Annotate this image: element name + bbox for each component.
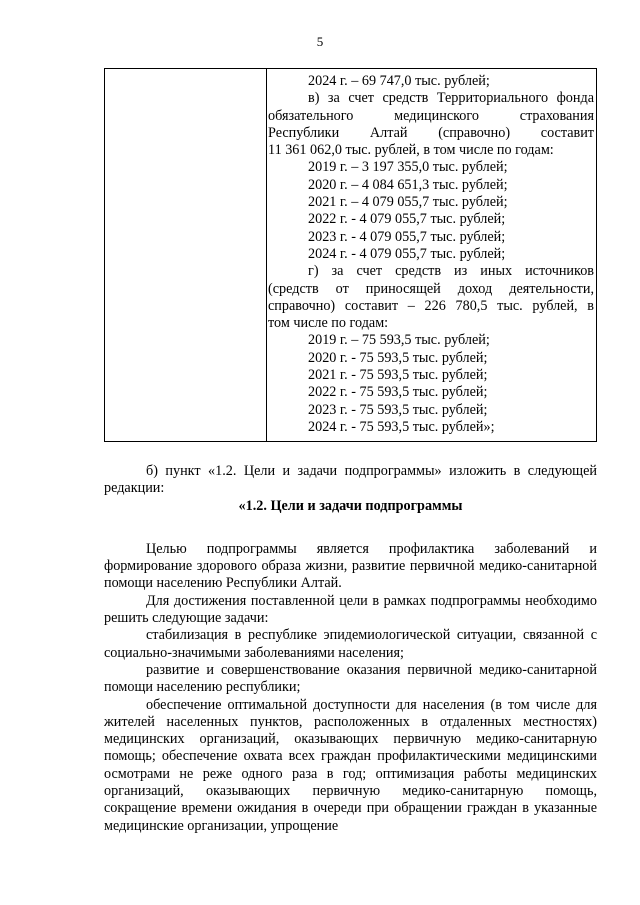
paragraph-goal: Целью подпрограммы является профилактика заболеваний и формирование здорового образа жизни, развитие первичной медико-санитарной помощи населению Республики Алтай. [104, 540, 597, 592]
funding-table [104, 68, 597, 442]
paragraph-task-stabilization: стабилизация в республике эпидемиологической ситуации, связанной с социально-значимыми заболеваниями населения; [104, 627, 597, 661]
intro-line: б) пункт «1.2. Цели и задачи подпрограммы» изложить в следующей [146, 463, 597, 479]
paragraph-task-accessibility: обеспечение оптимальной доступности для населения (в том числе для жителей населенных пунктов, расположенных в отдаленных местностях) медицинских организаций, оказывающих первичную медико-санитарную помощь; обеспечение охвата всех граждан профилактическими медицинскими осмотрами не реже одного раза в год; оптимизация работы медицинских организаций, оказывающих первичную медико-санитарную помощь, сокращение времени ожидания в очереди при обращении граждан в указанные медицинские организации, упрощение [104, 696, 597, 834]
table-line: 2020 г. - 75 593,5 тыс. рублей; [308, 349, 488, 366]
table-line: 2022 г. - 75 593,5 тыс. рублей; [308, 384, 488, 401]
table-line: 2023 г. - 75 593,5 тыс. рублей; [308, 401, 488, 418]
table-line: справочно) составит – 226 780,5 тыс. рублей, в [268, 297, 594, 314]
table-line: в) за счет средств Территориального фонда [308, 90, 594, 107]
table-line: том числе по годам: [268, 315, 389, 332]
table-line: обязательного медицинского страхования [268, 107, 594, 124]
table-line: 2023 г. - 4 079 055,7 тыс. рублей; [308, 228, 506, 245]
table-line: 2024 г. – 69 747,0 тыс. рублей; [308, 73, 490, 89]
table-line: 2021 г. - 75 593,5 тыс. рублей; [308, 367, 488, 384]
table-line: 2021 г. – 4 079 055,7 тыс. рублей; [308, 194, 508, 211]
paragraph-tasks-intro: Для достижения поставленной цели в рамках подпрограммы необходимо решить следующие задачи: [104, 592, 597, 627]
table-line: 2019 г. – 3 197 355,0 тыс. рублей; [308, 159, 508, 176]
table-column-divider [266, 69, 267, 441]
table-line: г) за счет средств из иных источников [308, 263, 594, 280]
table-line: (средств от приносящей доход деятельности, [268, 280, 594, 297]
section-heading: «1.2. Цели и задачи подпрограммы [238, 497, 463, 514]
table-line: 2019 г. – 75 593,5 тыс. рублей; [308, 332, 490, 349]
table-right-cell [268, 73, 594, 436]
table-line: 11 361 062,0 тыс. рублей, в том числе по годам: [268, 142, 554, 159]
table-line: 2024 г. - 75 593,5 тыс. рублей»; [308, 418, 495, 435]
paragraph-task-development: развитие и совершенствование оказания первичной медико-санитарной помощи населению республики; [104, 661, 597, 696]
table-line: 2024 г. - 4 079 055,7 тыс. рублей; [308, 245, 506, 262]
page-number: 5 [316, 34, 324, 49]
table-line: Республики Алтай (справочно) составит [268, 124, 594, 141]
table-line: 2022 г. - 4 079 055,7 тыс. рублей; [308, 211, 506, 228]
document-body [104, 463, 597, 835]
intro-line-end: редакции: [104, 480, 165, 497]
table-line: 2020 г. – 4 084 651,3 тыс. рублей; [308, 176, 508, 193]
